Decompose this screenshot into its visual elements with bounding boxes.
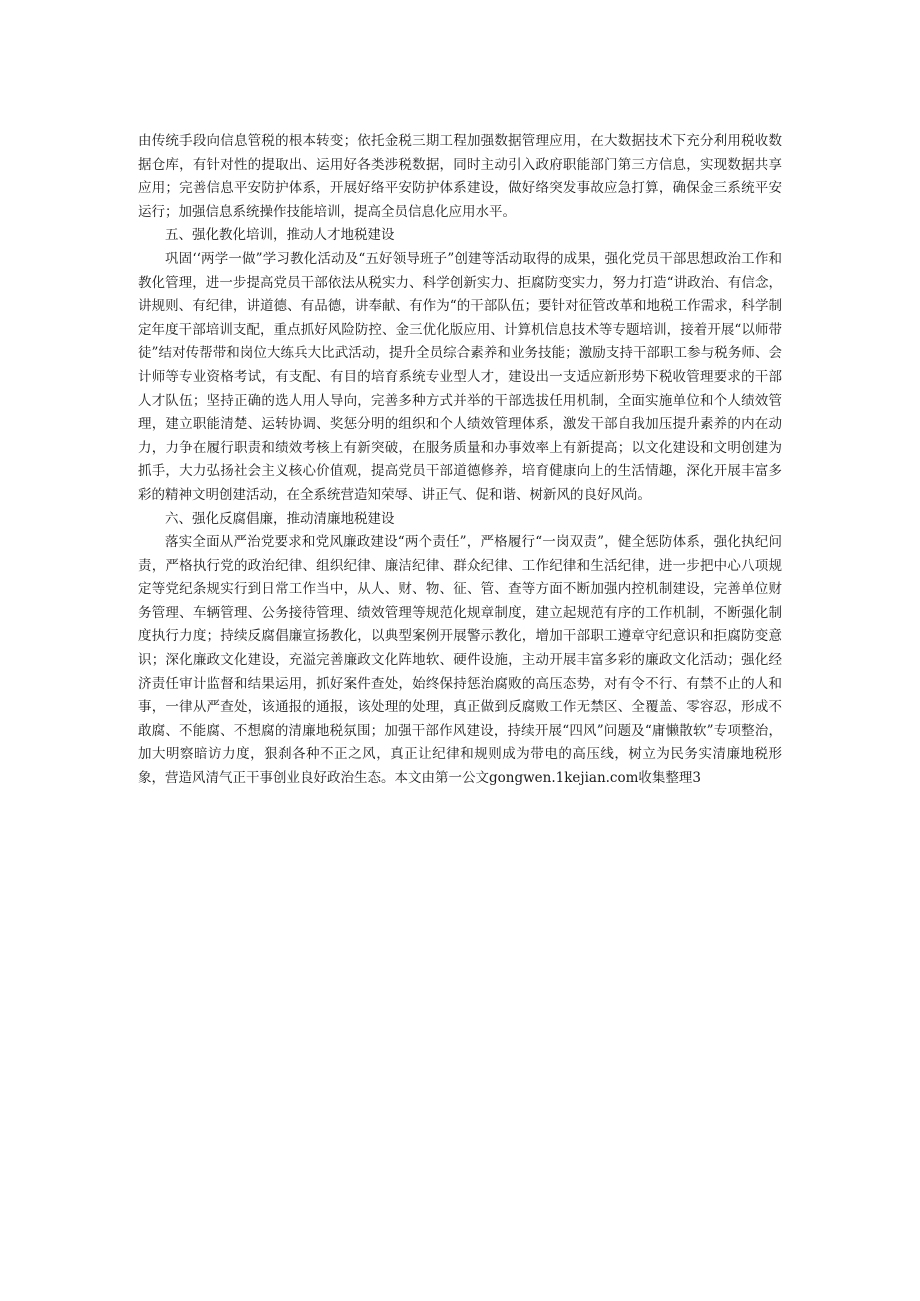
paragraph-anticorruption: 落实全面从严治党要求和党风廉政建设“两个责任”，严格履行“一岗双责”，健全惩防体系，强化执纪问责，严格执行党的政治纪律、组织纪律、廉洁纪律、群众纪律、工作纪律和生活纪律，进一步把中心八项规定等党纪条规实行到日常工作当中，从人、财、物、征、管、查等方面不断加强内控机制建设，完善单位财务管理、车辆管理、公务接待管理、绩效管理等规范化规章制度，建立起规范有序的工作机制，不断强化制度执行力度；持续反腐倡廉宣扬教化，以典型案例开展警示教化，增加干部职工遵章守纪意识和拒腐防变意识；深化廉政文化建设，充溢完善廉政文化阵地软、硬件设施，主动开展丰富多彩的廉政文化活动；强化经济责任审计监督和结果运用，抓好案件查处，始终保持惩治腐败的高压态势，对有令不行、有禁不止的人和事，一律从严查处，该通报的通报，该处理的处理，真正做到反腐败工作无禁区、全覆盖、零容忍，形成不敢腐、不能腐、不想腐的清廉地税氛围；加强干部作风建设，持续开展“四风”问题及“庸懒散软”专项整治，加大明察暗访力度，狠刹各种不正之风，真正让纪律和规则成为带电的高压线，树立为民务实清廉地税形象，营造风清气正干事创业良好政治生态。本文由第一公文gongwen.1kejian.com收集整理3 bbox=[138, 534, 782, 787]
paragraph-training: 巩固‘‘两学一做”学习教化活动及“五好领导班子”创建等活动取得的成果，强化党员干部思想政治工作和教化管理，进一步提高党员干部依法从税实力、科学创新实力、拒腐防变实力，努力打造“讲政治、有信念，讲规则、有纪律，讲道德、有品德，讲奉献、有作为“的干部队伍；要针对征管改革和地税工作需求，科学制定年度干部培训支配，重点抓好风险防控、金三优化版应用、计算机信息技术等专题培训，接着开展“以师带徒”结对传帮带和岗位大练兵大比武活动，提升全员综合素养和业务技能；激励支持干部职工参与税务师、会计师等专业资格考试，有支配、有目的培育系统专业型人才，建设出一支适应新形势下税收管理要求的干部人才队伍；坚持正确的选人用人导向，完善多种方式并举的干部选拔任用机制，全面实施单位和个人绩效管理，建立职能清楚、运转协调、奖惩分明的组织和个人绩效管理体系，激发干部自我加压提升素养的内在动力，力争在履行职责和绩效考核上有新突破，在服务质量和办事效率上有新提高；以文化建设和文明创建为抓手，大力弘扬社会主义核心价值观，提高党员干部道德修养，培育健康向上的生活情趣，深化开展丰富多彩的精神文明创建活动，在全系统营造知荣辱、讲正气、促和谐、树新风的良好风尚。 bbox=[138, 250, 782, 503]
section-heading-5: 五、强化教化培训，推动人才地税建设 bbox=[165, 227, 395, 244]
document-page bbox=[138, 130, 782, 791]
section-heading-6: 六、强化反腐倡廉，推动清廉地税建设 bbox=[165, 510, 395, 527]
paragraph-continuation: 由传统手段向信息管税的根本转变；依托金税三期工程加强数据管理应用，在大数据技术下充分利用税收数据仓库，有针对性的提取出、运用好各类涉税数据，同时主动引入政府职能部门第三方信息，实现数据共享应用；完善信息平安防护体系，开展好络平安防护体系建设，做好络突发事故应急打算，确保金三系统平安运行；加强信息系统操作技能培训，提高全员信息化应用水平。 bbox=[138, 133, 782, 220]
